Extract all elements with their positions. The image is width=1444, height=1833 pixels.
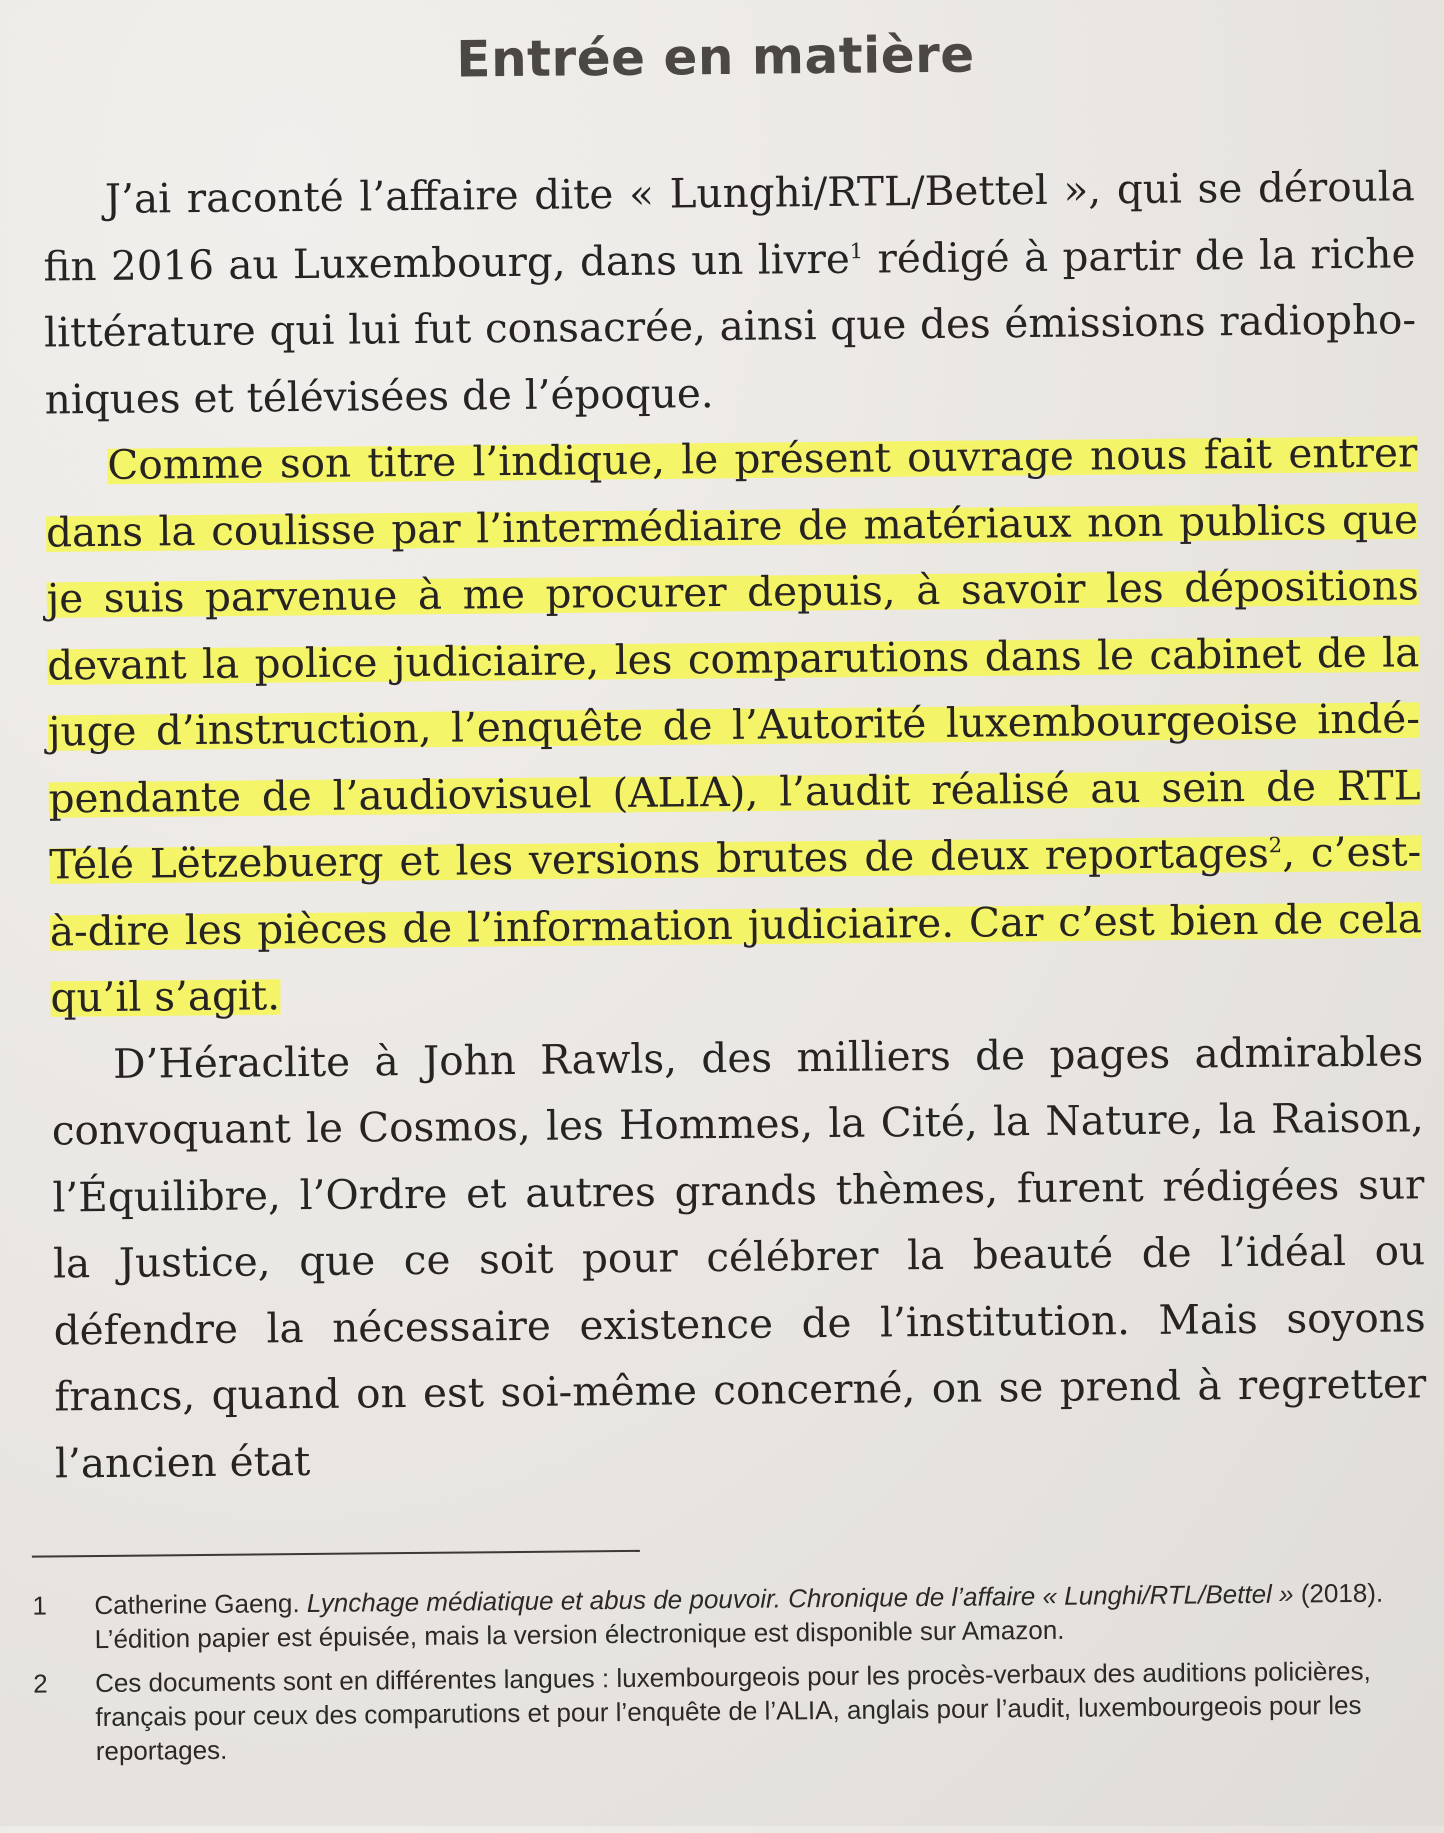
chapter-title: Entrée en matière [456, 25, 975, 89]
paragraph-1-text-b: rédigé à partir de la riche littérature qui lui fut consacrée, ainsi que des émissions radiophoniques et télévisées de l’époque. [43, 228, 1417, 423]
paragraph-1 [43, 153, 1417, 432]
footnote-2-number: 2 [32, 1668, 48, 1699]
footnote-ref-2[interactable]: 2 [1268, 832, 1283, 858]
footnotes [26, 1575, 1418, 1778]
footnote-2-text: Ces documents sont en différentes langues : luxembourgeois pour les procès-verbaux des auditions policières, français pour ceux des comparutions et pour l’enquête de l’ALIA, anglais pour l’audit, luxembourgeois pour les reportages. [94, 1655, 1371, 1767]
paragraph-3 [51, 1018, 1427, 1497]
footnote-ref-1[interactable]: 1 [849, 237, 864, 263]
footnote-1-author: Catherine Gaeng. [94, 1588, 307, 1621]
paragraph-2 [45, 419, 1423, 1031]
footnote-1-text [94, 1575, 1417, 1656]
highlighted-passage [46, 428, 1422, 1021]
footnote-1-details: (2018). L’édition papier est épuisée, mais la version électronique est disponible sur Amazon. [94, 1577, 1384, 1655]
body-text [43, 153, 1428, 1496]
footnote-separator [32, 1550, 640, 1558]
paragraph-1-text-a: J’ai raconté l’affaire dite « Lunghi/RTL/Bettel », qui se déroula fin 2016 au Luxembourg, dans un livre [43, 162, 1416, 290]
footnote-1 [26, 1575, 1417, 1656]
footnote-1-book-title: Lynchage médiatique et abus de pouvoir. Chronique de l’affaire « Lunghi/RTL/Bettel » [306, 1578, 1294, 1619]
paragraph-2-text-b: , c’est-à-dire les pièces de l’information judiciaire. Car c’est bien de cela qu’il s’agit. [49, 827, 1423, 1022]
footnote-2 [27, 1653, 1418, 1768]
paragraph-3-text: D’Héraclite à John Rawls, des milliers de pages admirables convoquant le Cosmos, les Hommes, la Cité, la Nature, la Raison, l’Équilibre, l’Ordre et autres grands thèmes, furent rédigées sur la Justice, que ce soit pour célébrer la beauté de l’idéal ou défendre la nécessaire existence de l’institution. Mais soyons francs, quand on est soi-même concerné, on se prend à regretter l’ancien état [51, 1026, 1427, 1487]
paragraph-2-text-a: Comme son titre l’indique, le présent ouvrage nous fait entrer dans la coulisse par l’intermédiaire de matériaux non publics que je suis parvenue à me procurer depuis, à savoir les dépositions devant la police judiciaire, les comparutions dans le cabinet de la juge d’instruction, l’enquête de l’Autorité luxembourgeoise indépendante de l’audiovisuel (ALIA), l’audit réalisé au sein de RTL Télé Lëtzebuerg et les versions brutes de deux reportages [45, 428, 1421, 889]
footnote-1-number: 1 [32, 1590, 47, 1621]
